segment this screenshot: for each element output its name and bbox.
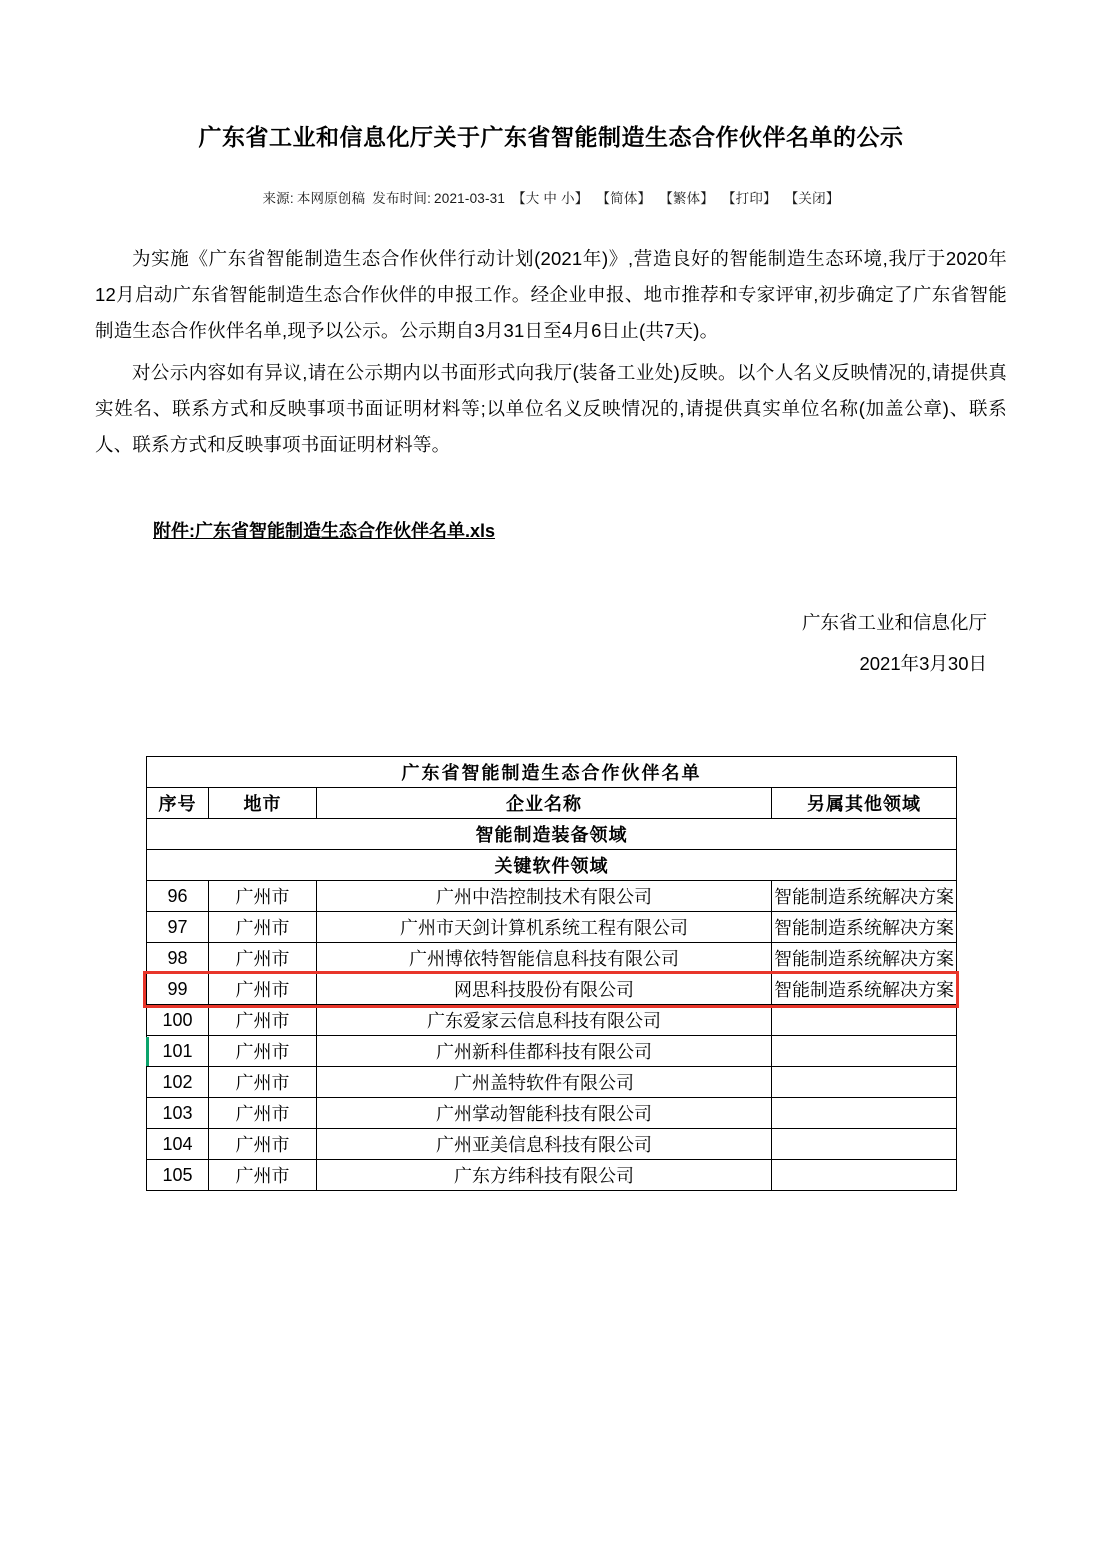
cell-other bbox=[772, 1005, 957, 1036]
font-size-options[interactable]: 【大 中 小】 bbox=[512, 190, 589, 206]
cell-other bbox=[772, 1160, 957, 1191]
cell-other: 智能制造系统解决方案 bbox=[772, 943, 957, 974]
cell-city: 广州市 bbox=[209, 881, 317, 912]
cell-city: 广州市 bbox=[209, 1005, 317, 1036]
header-other: 另属其他领域 bbox=[772, 788, 957, 819]
paragraph-2: 对公示内容如有异议,请在公示期内以书面形式向我厅(装备工业处)反映。以个人名义反映情况的,请提供真实姓名、联系方式和反映事项书面证明材料等;以单位名义反映情况的,请提供真实单位名称(加盖公章)、联系人、联系方式和反映事项书面证明材料等。 bbox=[95, 361, 1007, 455]
cell-city: 广州市 bbox=[209, 1098, 317, 1129]
table-row bbox=[147, 881, 957, 912]
publish-date: 2021-03-31 bbox=[434, 190, 506, 206]
source-value: 本网原创稿 bbox=[296, 190, 366, 206]
cell-city: 广州市 bbox=[209, 1036, 317, 1067]
header-company: 企业名称 bbox=[317, 788, 772, 819]
table-row bbox=[147, 943, 957, 974]
signature-date: 2021年3月30日 bbox=[859, 652, 987, 674]
table-row bbox=[147, 974, 957, 1005]
table-title: 广东省智能制造生态合作伙伴名单 bbox=[147, 757, 957, 788]
cell-company: 广州掌动智能科技有限公司 bbox=[317, 1098, 772, 1129]
cell-no: 99 bbox=[147, 974, 209, 1005]
cell-company: 网思科技股份有限公司 bbox=[317, 974, 772, 1005]
cell-city: 广州市 bbox=[209, 1160, 317, 1191]
close-link[interactable]: 【关闭】 bbox=[784, 190, 840, 206]
signature-block bbox=[95, 603, 1007, 684]
table-row bbox=[147, 1005, 957, 1036]
attachment-wrap bbox=[95, 469, 1007, 543]
cell-city: 广州市 bbox=[209, 912, 317, 943]
section-row-equipment bbox=[147, 819, 957, 850]
cell-no: 102 bbox=[147, 1067, 209, 1098]
partner-table-wrap bbox=[146, 756, 956, 1191]
cell-city: 广州市 bbox=[209, 943, 317, 974]
cell-no: 97 bbox=[147, 912, 209, 943]
cell-other: 智能制造系统解决方案 bbox=[772, 881, 957, 912]
cell-no: 96 bbox=[147, 881, 209, 912]
source-label: 来源: bbox=[262, 190, 294, 206]
table-row bbox=[147, 1036, 957, 1067]
cell-no: 101 bbox=[147, 1036, 209, 1067]
table-row bbox=[147, 1067, 957, 1098]
table-title-row bbox=[147, 757, 957, 788]
cell-company: 广州盖特软件有限公司 bbox=[317, 1067, 772, 1098]
print-link[interactable]: 【打印】 bbox=[721, 190, 777, 206]
paragraph-1: 为实施《广东省智能制造生态合作伙伴行动计划(2021年)》,营造良好的智能制造生态环境,我厅于2020年12月启动广东省智能制造生态合作伙伴的申报工作。经企业申报、地市推荐和专家评审,初步确定了广东省智能制造生态合作伙伴名单,现予以公示。公示期自3月31日至4月6日止(共7天)。 bbox=[95, 247, 1007, 341]
cell-other: 智能制造系统解决方案 bbox=[772, 974, 957, 1005]
section-label: 关键软件领域 bbox=[147, 850, 957, 881]
table-header-row bbox=[147, 788, 957, 819]
cell-company: 广州新科佳都科技有限公司 bbox=[317, 1036, 772, 1067]
section-label: 智能制造装备领域 bbox=[147, 819, 957, 850]
page-title: 广东省工业和信息化厅关于广东省智能制造生态合作伙伴名单的公示 bbox=[198, 124, 904, 150]
document-meta bbox=[95, 187, 1007, 207]
table-row bbox=[147, 1160, 957, 1191]
cell-other bbox=[772, 1129, 957, 1160]
table-row bbox=[147, 1098, 957, 1129]
cell-other bbox=[772, 1098, 957, 1129]
header-city: 地市 bbox=[209, 788, 317, 819]
cell-no: 100 bbox=[147, 1005, 209, 1036]
cell-company: 广州中浩控制技术有限公司 bbox=[317, 881, 772, 912]
cell-company: 广东爱家云信息科技有限公司 bbox=[317, 1005, 772, 1036]
signature-org: 广东省工业和信息化厅 bbox=[801, 611, 987, 633]
header-no: 序号 bbox=[147, 788, 209, 819]
cell-other: 智能制造系统解决方案 bbox=[772, 912, 957, 943]
section-row-software bbox=[147, 850, 957, 881]
publish-label: 发布时间: bbox=[372, 190, 432, 206]
cell-company: 广东方纬科技有限公司 bbox=[317, 1160, 772, 1191]
row-marker bbox=[146, 1037, 149, 1066]
cell-no: 104 bbox=[147, 1129, 209, 1160]
table-row bbox=[147, 1129, 957, 1160]
cell-other bbox=[772, 1067, 957, 1098]
cell-company: 广州市天剑计算机系统工程有限公司 bbox=[317, 912, 772, 943]
simplified-link[interactable]: 【简体】 bbox=[596, 190, 652, 206]
cell-city: 广州市 bbox=[209, 1067, 317, 1098]
partner-table bbox=[146, 756, 957, 1191]
table-row bbox=[147, 912, 957, 943]
cell-company: 广州亚美信息科技有限公司 bbox=[317, 1129, 772, 1160]
cell-other bbox=[772, 1036, 957, 1067]
cell-no: 105 bbox=[147, 1160, 209, 1191]
traditional-link[interactable]: 【繁体】 bbox=[659, 190, 714, 206]
cell-no: 98 bbox=[147, 943, 209, 974]
cell-no: 103 bbox=[147, 1098, 209, 1129]
cell-city: 广州市 bbox=[209, 1129, 317, 1160]
cell-city: 广州市 bbox=[209, 974, 317, 1005]
cell-company: 广州博依特智能信息科技有限公司 bbox=[317, 943, 772, 974]
attachment-link[interactable]: 附件:广东省智能制造生态合作伙伴名单.xls bbox=[153, 520, 496, 541]
